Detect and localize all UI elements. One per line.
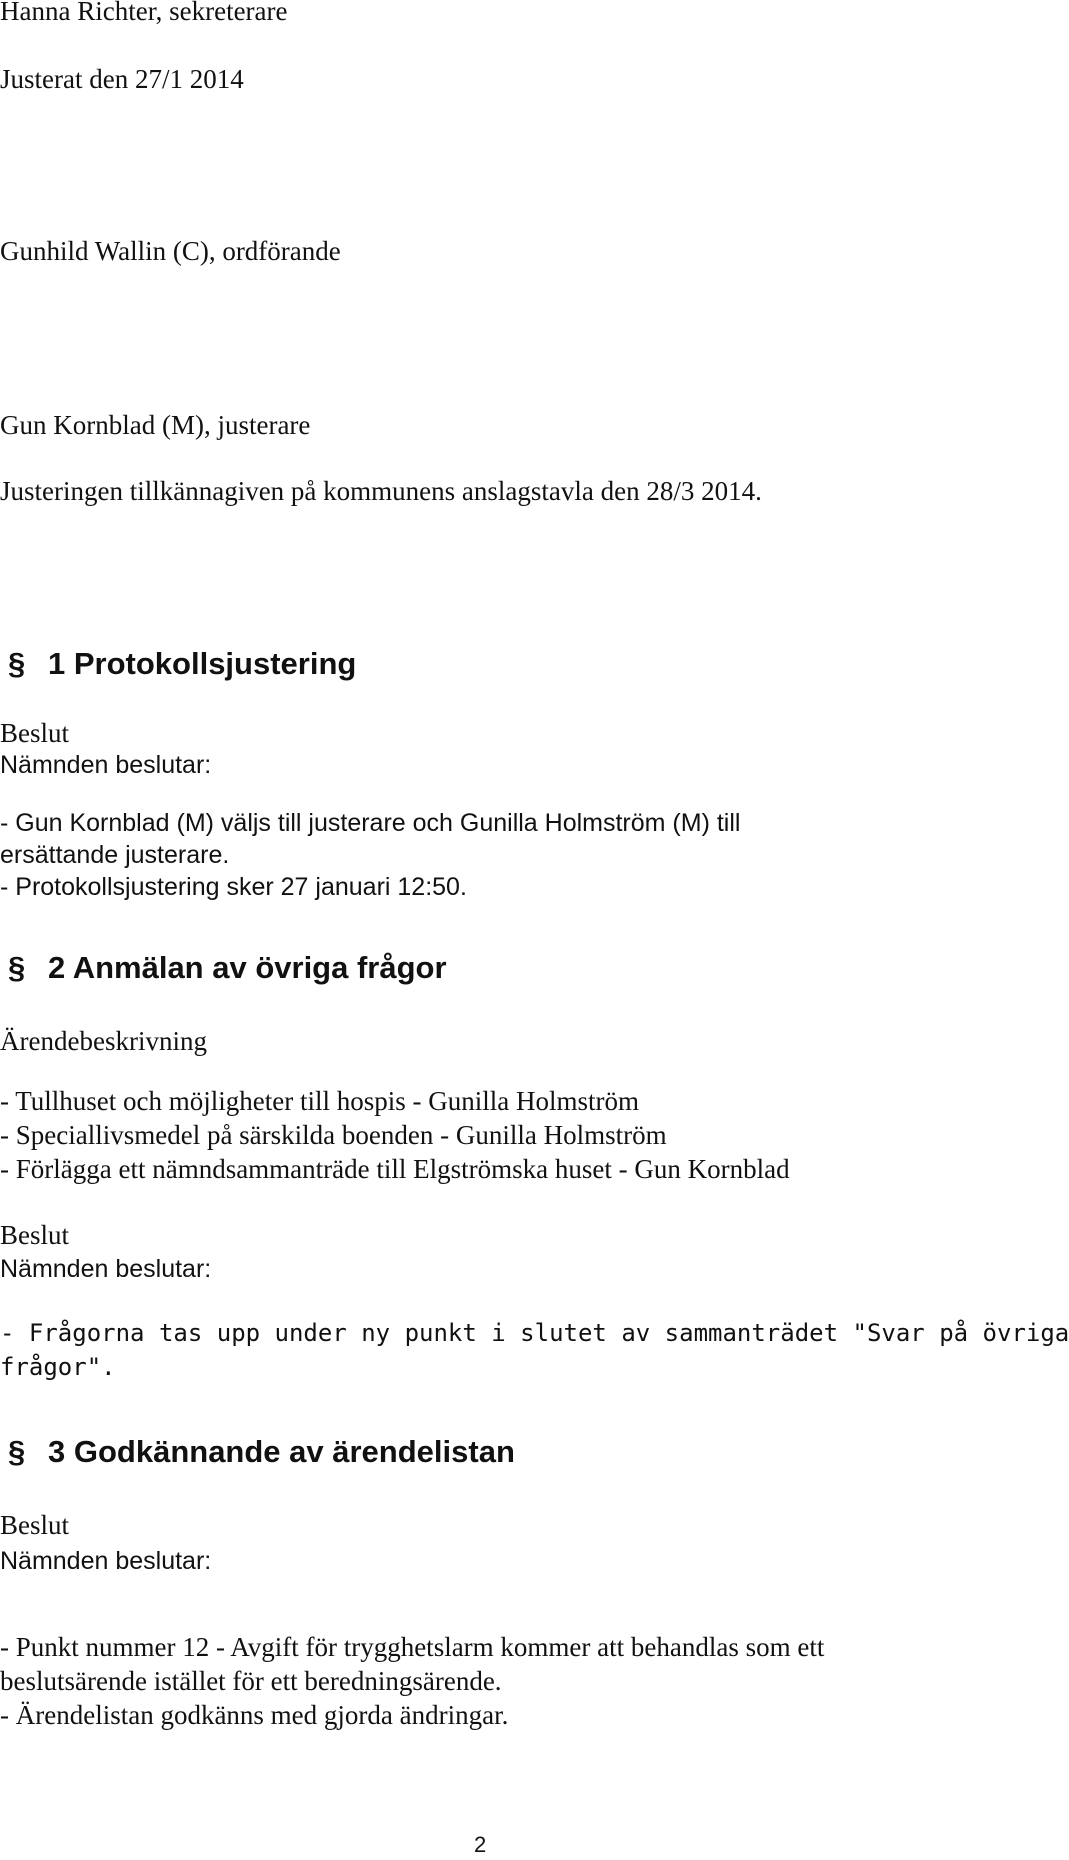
section-3-title: 3 Godkännande av ärendelistan	[48, 1434, 515, 1469]
section-2-description-line-1: - Tullhuset och möjligheter till hospis - Gunilla Holmström	[0, 1086, 639, 1116]
section-1-decides-label: Nämnden beslutar:	[0, 751, 212, 779]
section-1-title: 1 Protokollsjustering	[48, 646, 357, 681]
section-3-line-2: beslutsärende istället för ett beredningsärende.	[0, 1666, 502, 1696]
section-2-description-label: Ärendebeskrivning	[0, 1026, 207, 1056]
section-3-heading	[0, 1432, 515, 1472]
section-2-description-line-2: - Speciallivsmedel på särskilda boenden - Gunilla Holmström	[0, 1120, 667, 1150]
section-3-line-1: - Punkt nummer 12 - Avgift för trygghetslarm kommer att behandlas som ett	[0, 1632, 825, 1662]
section-2-description-line-3: - Förlägga ett nämndsammanträde till Elgströmska huset - Gun Kornblad	[0, 1154, 790, 1184]
section-3-decides-label: Nämnden beslutar:	[0, 1547, 212, 1575]
section-1-line-1: - Gun Kornblad (M) väljs till justerare och Gunilla Holmström (M) till	[0, 809, 741, 837]
section-2-heading	[0, 948, 447, 988]
section-2-title: 2 Anmälan av övriga frågor	[48, 950, 447, 985]
section-2-decides-label: Nämnden beslutar:	[0, 1255, 212, 1283]
announcement-line: Justeringen tillkännagiven på kommunens anslagstavla den 28/3 2014.	[0, 476, 762, 506]
section-2-beslut-label: Beslut	[0, 1220, 70, 1250]
adjusted-date-line: Justerat den 27/1 2014	[0, 64, 244, 94]
page-number: 2	[474, 1832, 487, 1857]
section-1-line-2: ersättande justerare.	[0, 841, 230, 869]
paragraph-symbol: §	[8, 646, 26, 681]
section-2-line-2: frågor".	[0, 1353, 116, 1381]
section-1-beslut-label: Beslut	[0, 718, 70, 748]
section-2-line-1: - Frågorna tas upp under ny punkt i slutet av sammanträdet "Svar på övriga	[0, 1319, 1069, 1347]
secretary-line: Hanna Richter, sekreterare	[0, 0, 288, 26]
paragraph-symbol: §	[8, 950, 26, 985]
section-3-beslut-label: Beslut	[0, 1510, 70, 1540]
section-1-heading	[0, 644, 356, 684]
chair-line: Gunhild Wallin (C), ordförande	[0, 236, 341, 266]
section-3-line-3: - Ärendelistan godkänns med gjorda ändringar.	[0, 1700, 509, 1730]
paragraph-symbol: §	[8, 1434, 26, 1469]
section-1-line-3: - Protokollsjustering sker 27 januari 12:50.	[0, 873, 467, 901]
adjuster-line: Gun Kornblad (M), justerare	[0, 410, 311, 440]
